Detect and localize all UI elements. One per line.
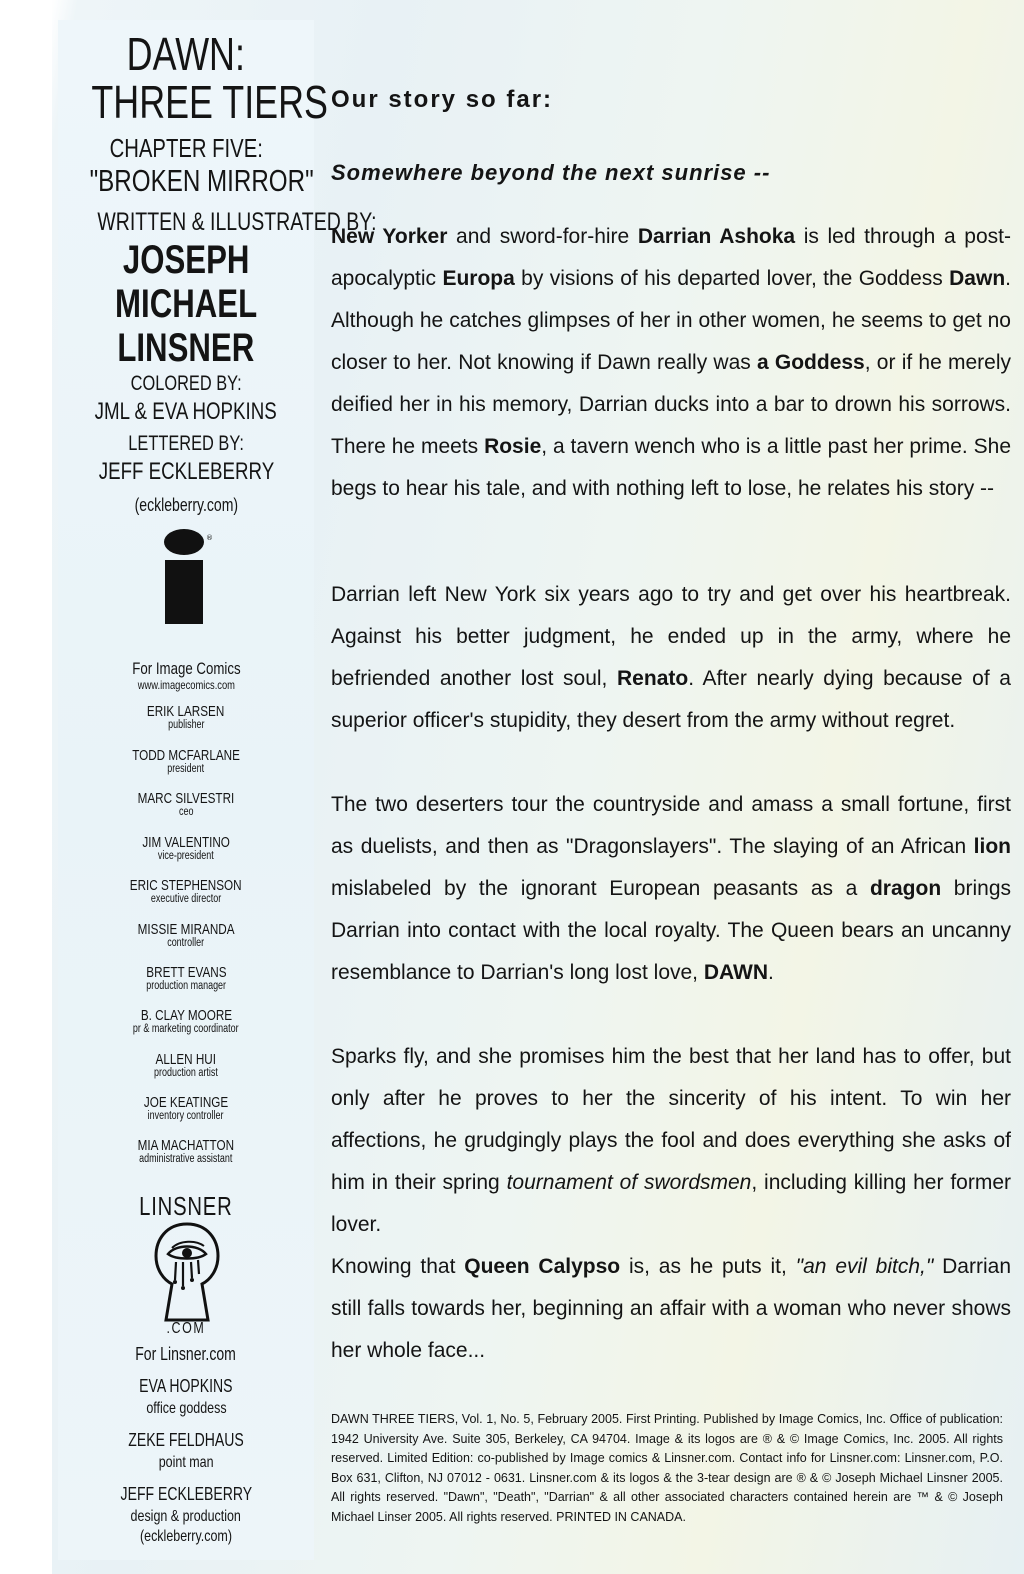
staff-entry: MISSIE MIRANDA controller	[137, 921, 235, 949]
recap-paragraph-1: New Yorker and sword-for-hire Darrian Ashoka is led through a post-apocalyptic Europa by visions of his departed lover, the Goddess Dawn. Although he catches glimpses of her in other women, he seems to get no closer to her. Not knowing if Dawn really was a Goddess, or if he merely deified her in his memory, Darrian ducks into a bar to drown his sorrows. There he meets Rosie, a tavern wench who is a little past her prime. She begs to hear his tale, and with nothing left to lose, he relates his story --	[331, 225, 1012, 500]
staff-entry: JOE KEATINGE inventory controller	[143, 1094, 229, 1122]
linsner-staff-name: ZEKE FELDHAUS	[128, 1430, 244, 1450]
linsner-logo-word: LINSNER	[139, 1191, 233, 1221]
page-margin	[0, 0, 52, 1574]
colorists: JML & EVA HOPKINS	[94, 398, 278, 425]
staff-entry: JIM VALENTINO vice-president	[142, 834, 230, 862]
story-title: "BROKEN MIRROR"	[89, 163, 314, 198]
recap-heading: Our story so far:	[331, 86, 554, 113]
linsner-keyhole-logo-icon	[152, 1220, 222, 1324]
staff-entry: MARC SILVESTRI ceo	[137, 790, 235, 818]
recap-paragraph-4: Sparks fly, and she promises him the best that her land has to offer, but only after he proves to her the sincerity of his intent. To win her affections, he grudgingly plays the fool and does everything she asks of him in their spring tournament of swordsmen, including killing her former lover.	[331, 1045, 1011, 1236]
letterer-site: (eckleberry.com)	[134, 495, 238, 515]
author-line1: JOSEPH	[122, 238, 250, 282]
linsner-staff-name: JEFF ECKLEBERRY	[120, 1484, 252, 1504]
image-comics-url: www.imagecomics.com	[137, 678, 235, 692]
linsner-staff-role: point man	[158, 1454, 214, 1471]
credits-sidebar	[58, 20, 377, 1560]
letterer: JEFF ECKLEBERRY	[98, 458, 274, 485]
series-title-line1: DAWN:	[126, 28, 246, 80]
linsner-staff-role: office goddess	[145, 1400, 227, 1417]
lettered-by-label: LETTERED BY:	[128, 432, 244, 455]
series-title-line2: THREE TIERS	[91, 76, 328, 128]
indicia-fine-print: DAWN THREE TIERS, Vol. 1, No. 5, February 2005. First Printing. Published by Image Comics, Inc. Office of publication: 1942 University Ave. Suite 305, Berkeley, CA 94704. Image & its logos are ® & © Image Comics, Inc. 2005. All rights reserved. Limited Edition: co-published by Image comics & Linsner.com. Contact info for Linsner.com: Linsner.com, P.O. Box 631, Clifton, NJ 07012 - 0631. Linsner.com & its logos & the 3-tear design are ® & © Joseph Michael Linsner 2005. All rights reserved. "Dawn", "Death", "Darrian" & all other associated characters contained herein are ™ & © Joseph Michael Linser 2005. All rights reserved. PRINTED IN CANADA.	[331, 1412, 1003, 1524]
svg-text:®: ®	[206, 534, 213, 542]
staff-entry: MIA MACHATTON administrative assistant	[137, 1137, 235, 1165]
colored-by-label: COLORED BY:	[130, 372, 242, 395]
for-linsner: For Linsner.com	[135, 1344, 237, 1364]
staff-entry: TODD MCFARLANE president	[132, 747, 240, 775]
recap-paragraph-5: Knowing that Queen Calypso is, as he puts it, "an evil bitch," Darrian still falls towards her, beginning an affair with a woman who never shows her whole face...	[331, 1255, 1011, 1362]
staff-entry: ALLEN HUI production artist	[154, 1051, 218, 1079]
staff-entry: ERIC STEPHENSON executive director	[130, 877, 242, 905]
linsner-logo-dotcom: .COM	[166, 1320, 206, 1337]
written-by-label: WRITTEN & ILLUSTRATED BY:	[97, 208, 377, 236]
for-image-comics: For Image Comics	[131, 659, 241, 678]
staff-entry: B. CLAY MOORE pr & marketing coordinator	[133, 1007, 239, 1035]
recap-subheading: Somewhere beyond the next sunrise --	[331, 160, 771, 185]
recap-paragraph-2: Darrian left New York six years ago to try and get over his heartbreak. Against his better judgment, he ended up in the army, where he befriended another lost soul, Renato. After nearly dying because of a superior officer's stupidity, they desert from the army without regret.	[331, 583, 1011, 732]
staff-entry: BRETT EVANS production manager	[145, 964, 227, 992]
linsner-staff-role: design & production	[130, 1508, 242, 1525]
author-line2: MICHAEL	[114, 282, 258, 326]
image-comics-logo-icon	[162, 526, 213, 626]
linsner-staff-name: EVA HOPKINS	[139, 1376, 233, 1396]
staff-entry: ERIK LARSEN publisher	[147, 703, 225, 731]
linsner-staff-extra: (eckleberry.com)	[139, 1528, 232, 1545]
chapter-label: CHAPTER FIVE:	[109, 133, 263, 163]
recap-paragraph-3: The two deserters tour the countryside and amass a small fortune, first as duelists, and then as "Dragonslayers". The slaying of an African lion mislabeled by the ignorant European peasants as a dragon brings Darrian into contact with the local royalty. The Queen bears an uncanny resemblance to Darrian's long lost love, DAWN.	[331, 793, 1011, 984]
author-line3: LINSNER	[117, 326, 255, 370]
